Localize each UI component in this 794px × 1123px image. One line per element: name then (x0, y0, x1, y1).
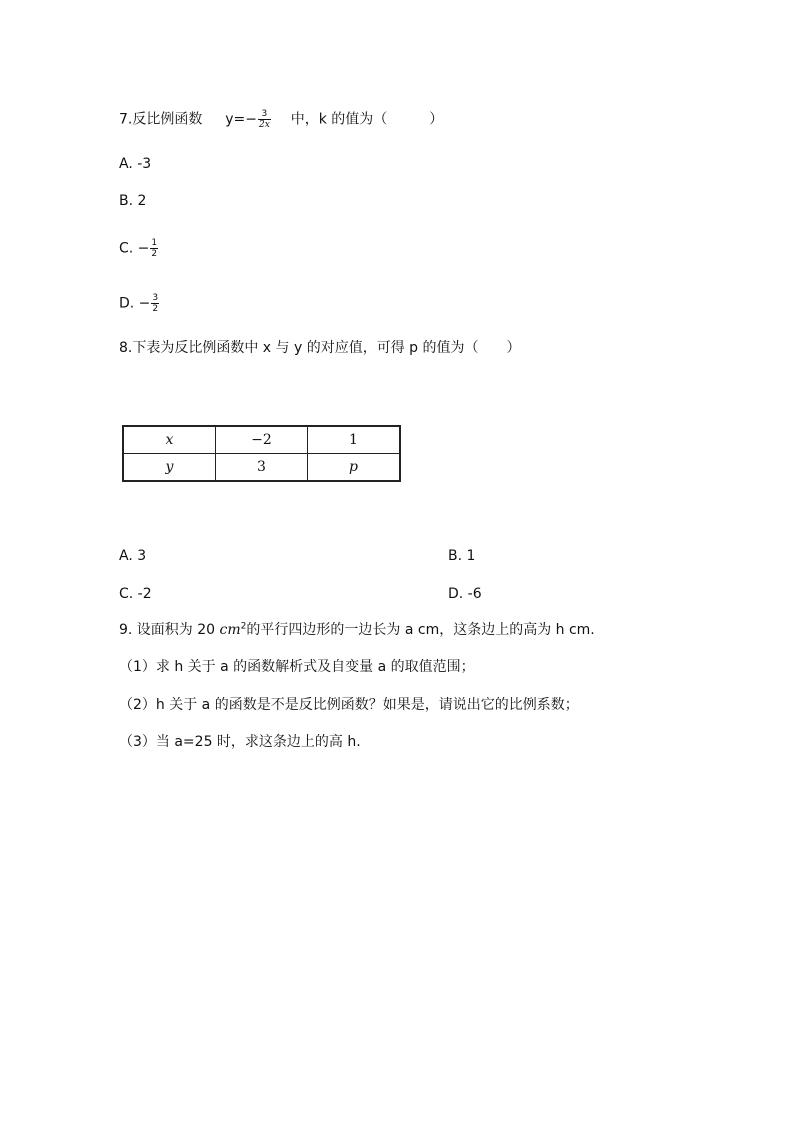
q7-option-a: A. -3 (119, 156, 152, 172)
table-row (123, 426, 400, 454)
q7-prefix: 7.反比例函数 (119, 111, 203, 128)
q7-option-c-label: C. − (119, 240, 150, 257)
q7-option-c-denominator: 2 (151, 249, 158, 259)
q7-option-d-numerator: 3 (152, 293, 159, 303)
q8-value-table (122, 425, 401, 482)
q9-stem (119, 621, 595, 639)
q7-suffix: 中，k 的值为（ ） (290, 111, 444, 128)
q8-option-d: D. -6 (448, 586, 482, 602)
q9-stem-part1: 9. 设面积为 20 (119, 622, 220, 638)
q9-unit: cm (219, 622, 241, 638)
q7-option-d-fraction (151, 293, 159, 314)
q7-option-d-label: D. − (119, 295, 151, 312)
table-cell: x (123, 426, 216, 454)
q8-stem: 8.下表为反比例函数中 x 与 y 的对应值，可得 p 的值为（ ） (119, 340, 521, 356)
q7-option-c (119, 238, 159, 259)
q7-option-b: B. 2 (119, 193, 147, 209)
table-cell: 3 (216, 454, 308, 482)
q7-function-lhs: y=− (225, 111, 258, 128)
q7-option-d-denominator: 2 (152, 304, 159, 314)
q7-fraction-denominator: 2x (259, 120, 270, 130)
table-cell: y (123, 454, 216, 482)
question-7 (119, 109, 443, 130)
q9-unit-exponent: 2 (240, 621, 247, 632)
q9-stem-part2: 的平行四边形的一边长为 a cm，这条边上的高为 h cm. (246, 622, 595, 638)
q9-part-1: （1）求 h 关于 a 的函数解析式及自变量 a 的取值范围； (119, 659, 475, 675)
q8-option-a: A. 3 (119, 548, 147, 564)
q7-option-c-numerator: 1 (151, 238, 158, 248)
q7-fraction-numerator: 3 (258, 109, 271, 120)
table-cell: −2 (216, 426, 308, 454)
q9-part-3: （3）当 a=25 时，求这条边上的高 h. (119, 734, 361, 750)
q7-option-d (119, 293, 160, 314)
q7-fraction (258, 109, 271, 130)
table-row (123, 454, 400, 482)
q7-option-c-fraction (150, 238, 158, 259)
table-cell: p (308, 454, 401, 482)
q8-option-b: B. 1 (448, 548, 476, 564)
table-cell: 1 (308, 426, 401, 454)
q9-part-2: （2）h 关于 a 的函数是不是反比例函数？如果是，请说出它的比例系数； (119, 697, 579, 713)
q8-option-c: C. -2 (119, 586, 152, 602)
